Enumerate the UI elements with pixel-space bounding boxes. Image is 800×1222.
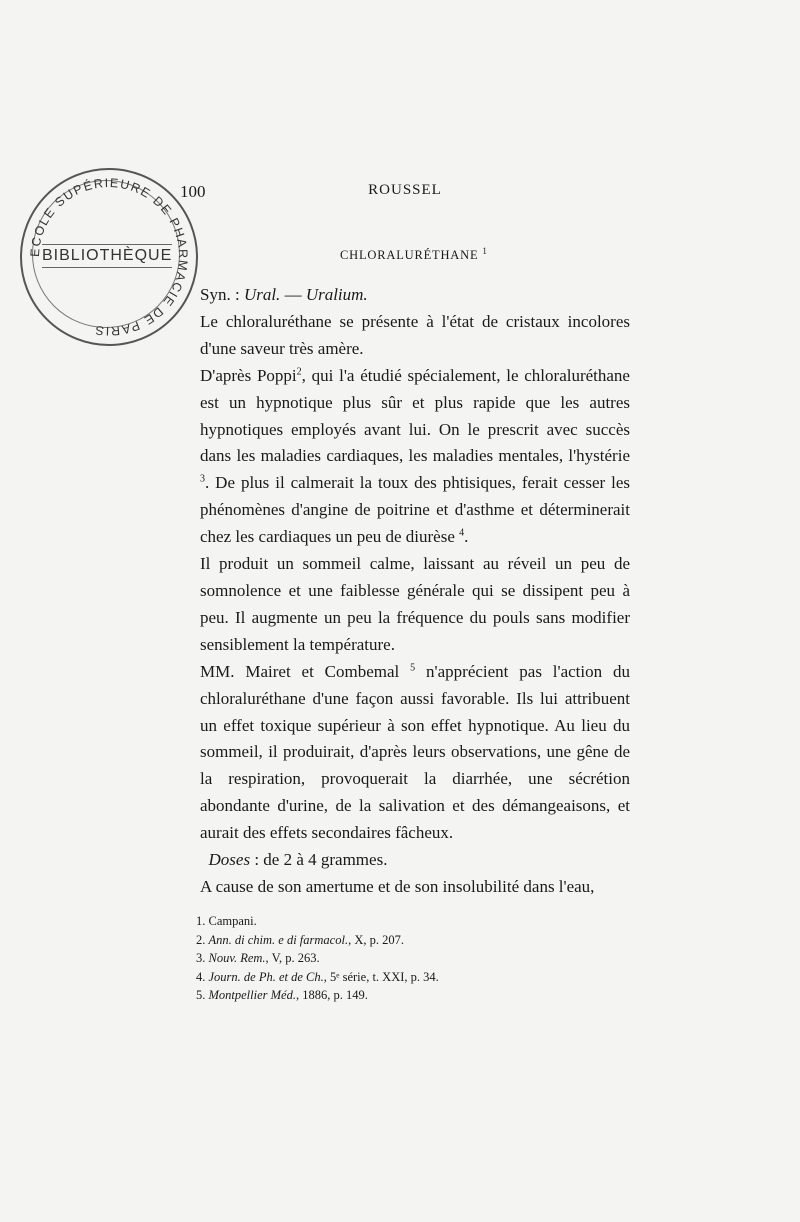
paragraph-1: Le chloraluréthane se présente à l'état de cristaux incolores d'une saveur très amère. bbox=[200, 311, 630, 358]
footnote-source: Journ. de Ph. et de Ch. bbox=[208, 969, 324, 984]
p4-text-a: MM. Mairet et Combemal bbox=[200, 661, 400, 681]
page-header bbox=[180, 182, 630, 206]
footnote-number: 4. bbox=[196, 969, 206, 984]
synonym-dash: — bbox=[280, 285, 306, 304]
footnote-5 bbox=[196, 986, 636, 1005]
library-stamp bbox=[20, 168, 198, 346]
footnote-text: , X, p. 207. bbox=[348, 932, 404, 947]
doses-label: Doses bbox=[208, 850, 251, 870]
footnote-2 bbox=[196, 931, 636, 950]
footnote-source: Ann. di chim. e di farmacol. bbox=[208, 932, 349, 947]
paragraph-4 bbox=[200, 659, 630, 847]
p2-text-c: . De plus il calmerait la toux des phtisiques, ferait cesser les phénomènes d'angine de poitrine et d'asthme et déterminerait chez les cardiaques un peu de diurèse bbox=[200, 473, 630, 547]
paragraph-3: Il produit un sommeil calme, laissant au réveil un peu de somnolence et une faiblesse générale qui se dissipent peu à peu. Il augmente un peu la fréquence du pouls sans modifier sensiblement la température. bbox=[200, 554, 630, 654]
body-text bbox=[200, 282, 630, 901]
footnote-number: 1. bbox=[196, 914, 206, 928]
running-head: ROUSSEL bbox=[368, 182, 442, 198]
paragraph-5: A cause de son amertume et de son insolubilité dans l'eau, bbox=[200, 876, 595, 896]
synonym-2: Uralium. bbox=[305, 285, 368, 304]
paragraph-2 bbox=[200, 363, 630, 551]
footnote-ref-3: 3 bbox=[200, 473, 205, 485]
doses-value: : de 2 à 4 grammes. bbox=[250, 850, 388, 870]
p2-text-a: D'après Poppi bbox=[200, 365, 297, 385]
footnote-ref-5: 5 bbox=[410, 662, 416, 674]
p2-text-d: . bbox=[464, 527, 469, 547]
synonyms-label: Syn. : bbox=[200, 285, 244, 304]
doses-line bbox=[200, 847, 630, 874]
footnotes bbox=[196, 912, 636, 1005]
footnote-text: Campani. bbox=[205, 914, 257, 928]
synonyms-line bbox=[200, 282, 630, 309]
footnote-source: Nouv. Rem. bbox=[208, 951, 266, 966]
footnote-number: 5. bbox=[196, 988, 206, 1003]
page-number: 100 bbox=[180, 182, 206, 201]
footnote-3 bbox=[196, 949, 636, 968]
footnote-number: 2. bbox=[196, 932, 206, 947]
footnote-number: 3. bbox=[196, 951, 206, 966]
footnote-text: , 1886, p. 149. bbox=[295, 988, 368, 1003]
footnote-ref-2: 2 bbox=[296, 366, 302, 378]
p4-text-b: n'apprécient pas l'action du chloraluréthane d'une façon aussi favorable. Ils lui attribuent un effet toxique supérieur à son effet hypnotique. Au lieu du sommeil, il produirait, d'après leurs observations, une gêne de la respiration, provoquerait la diarrhée, une sécrétion abondante d'urine, de la salivation et des démangeaisons, et aurait des effets secondaires fâcheux. bbox=[200, 661, 631, 843]
footnote-4 bbox=[196, 968, 636, 987]
section-title-footnote-ref: 1 bbox=[482, 246, 488, 256]
section-title bbox=[340, 246, 488, 263]
p2-text-b: , qui l'a étudié spécialement, le chloraluréthane est un hypnotique plus sûr et plus rapide que les autres hypnotiques employés avant lui. On le prescrit avec succès dans les maladies cardiaques, les maladies mentales, l'hystérie bbox=[200, 365, 630, 466]
synonym-1: Ural. bbox=[243, 285, 281, 304]
footnote-ref-4: 4 bbox=[459, 527, 465, 539]
footnote-source: Montpellier Méd. bbox=[208, 988, 296, 1003]
stamp-center-text: BIBLIOTHÈQUE bbox=[42, 244, 172, 268]
footnote-1 bbox=[196, 912, 636, 931]
footnote-text: , 5ᵉ série, t. XXI, p. 34. bbox=[323, 969, 439, 984]
footnote-text: , V, p. 263. bbox=[265, 951, 320, 966]
stamp-outer-text: ECOLE SUPÉRIEURE DE PHARMACIE DE PARIS bbox=[27, 175, 191, 339]
section-title-text: CHLORALURÉTHANE bbox=[340, 248, 479, 263]
